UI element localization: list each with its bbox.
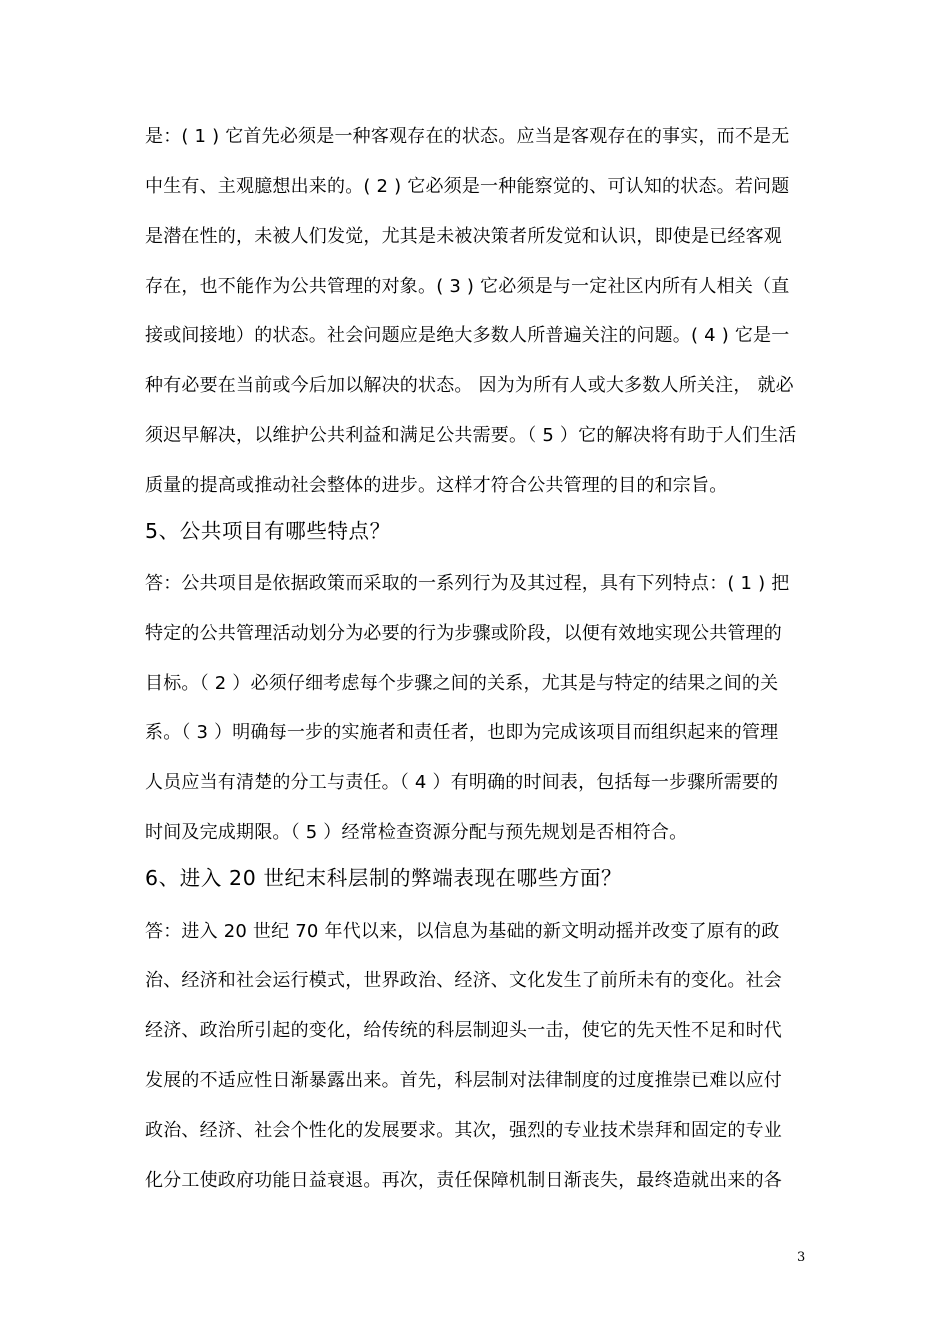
text-line: 发展的不适应性日渐暴露出来。首先，科层制对法律制度的过度推崇已难以应付 <box>145 1070 782 1091</box>
text-line: 人员应当有清楚的分工与责任。（ 4 ）有明确的时间表，包括每一步骤所需要的 <box>145 772 779 793</box>
text-line: 质量的提高或推动社会整体的进步。这样才符合公共管理的目的和宗旨。 <box>145 475 728 496</box>
page-number: 3 <box>797 1250 806 1265</box>
section-heading: 6、进入 20 世纪末科层制的弊端表现在哪些方面？ <box>145 866 623 890</box>
text-line: 治、经济和社会运行模式，世界政治、经济、文化发生了前所未有的变化。社会 <box>145 970 782 991</box>
text-line: 是潜在性的，未被人们发觉，尤其是未被决策者所发觉和认识，即使是已经客观 <box>145 226 782 247</box>
text-line: 接或间接地）的状态。社会问题应是绝大多数人所普遍关注的问题。( 4 ) 它是一 <box>145 325 790 346</box>
text-line: 中生有、主观臆想出来的。( 2 ) 它必须是一种能察觉的、可认知的状态。若问题 <box>145 176 790 197</box>
text-line: 化分工使政府功能日益衰退。再次，责任保障机制日渐丧失，最终造就出来的各 <box>145 1170 782 1191</box>
text-line: 须迟早解决，以维护公共利益和满足公共需要。（ 5 ）它的解决将有助于人们生活 <box>145 425 797 446</box>
text-line: 答：公共项目是依据政策而采取的一系列行为及其过程，具有下列特点：( 1 ) 把 <box>145 573 790 594</box>
text-line: 存在，也不能作为公共管理的对象。( 3 ) 它必须是与一定社区内所有人相关（直 <box>145 276 790 297</box>
text-line: 系。（ 3 ）明确每一步的实施者和责任者，也即为完成该项目而组织起来的管理 <box>145 722 779 743</box>
text-line: 时间及完成期限。（ 5 ）经常检查资源分配与预先规划是否相符合。 <box>145 822 688 843</box>
text-line: 答：进入 20 世纪 70 年代以来，以信息为基础的新文明动摇并改变了原有的政 <box>145 921 780 942</box>
text-line: 是：( 1 ) 它首先必须是一种客观存在的状态。应当是客观存在的事实，而不是无 <box>145 126 790 147</box>
text-line: 种有必要在当前或今后加以解决的状态。 因为为所有人或大多数人所关注， 就必 <box>145 375 794 396</box>
text-line: 特定的公共管理活动划分为必要的行为步骤或阶段，以便有效地实现公共管理的 <box>145 623 782 644</box>
text-line: 目标。（ 2 ）必须仔细考虑每个步骤之间的关系，尤其是与特定的结果之间的关 <box>145 673 779 694</box>
section-heading: 5、公共项目有哪些特点？ <box>145 519 391 543</box>
text-line: 经济、政治所引起的变化，给传统的科层制迎头一击，使它的先天性不足和时代 <box>145 1020 782 1041</box>
text-line: 政治、经济、社会个性化的发展要求。其次，强烈的专业技术崇拜和固定的专业 <box>145 1120 782 1141</box>
